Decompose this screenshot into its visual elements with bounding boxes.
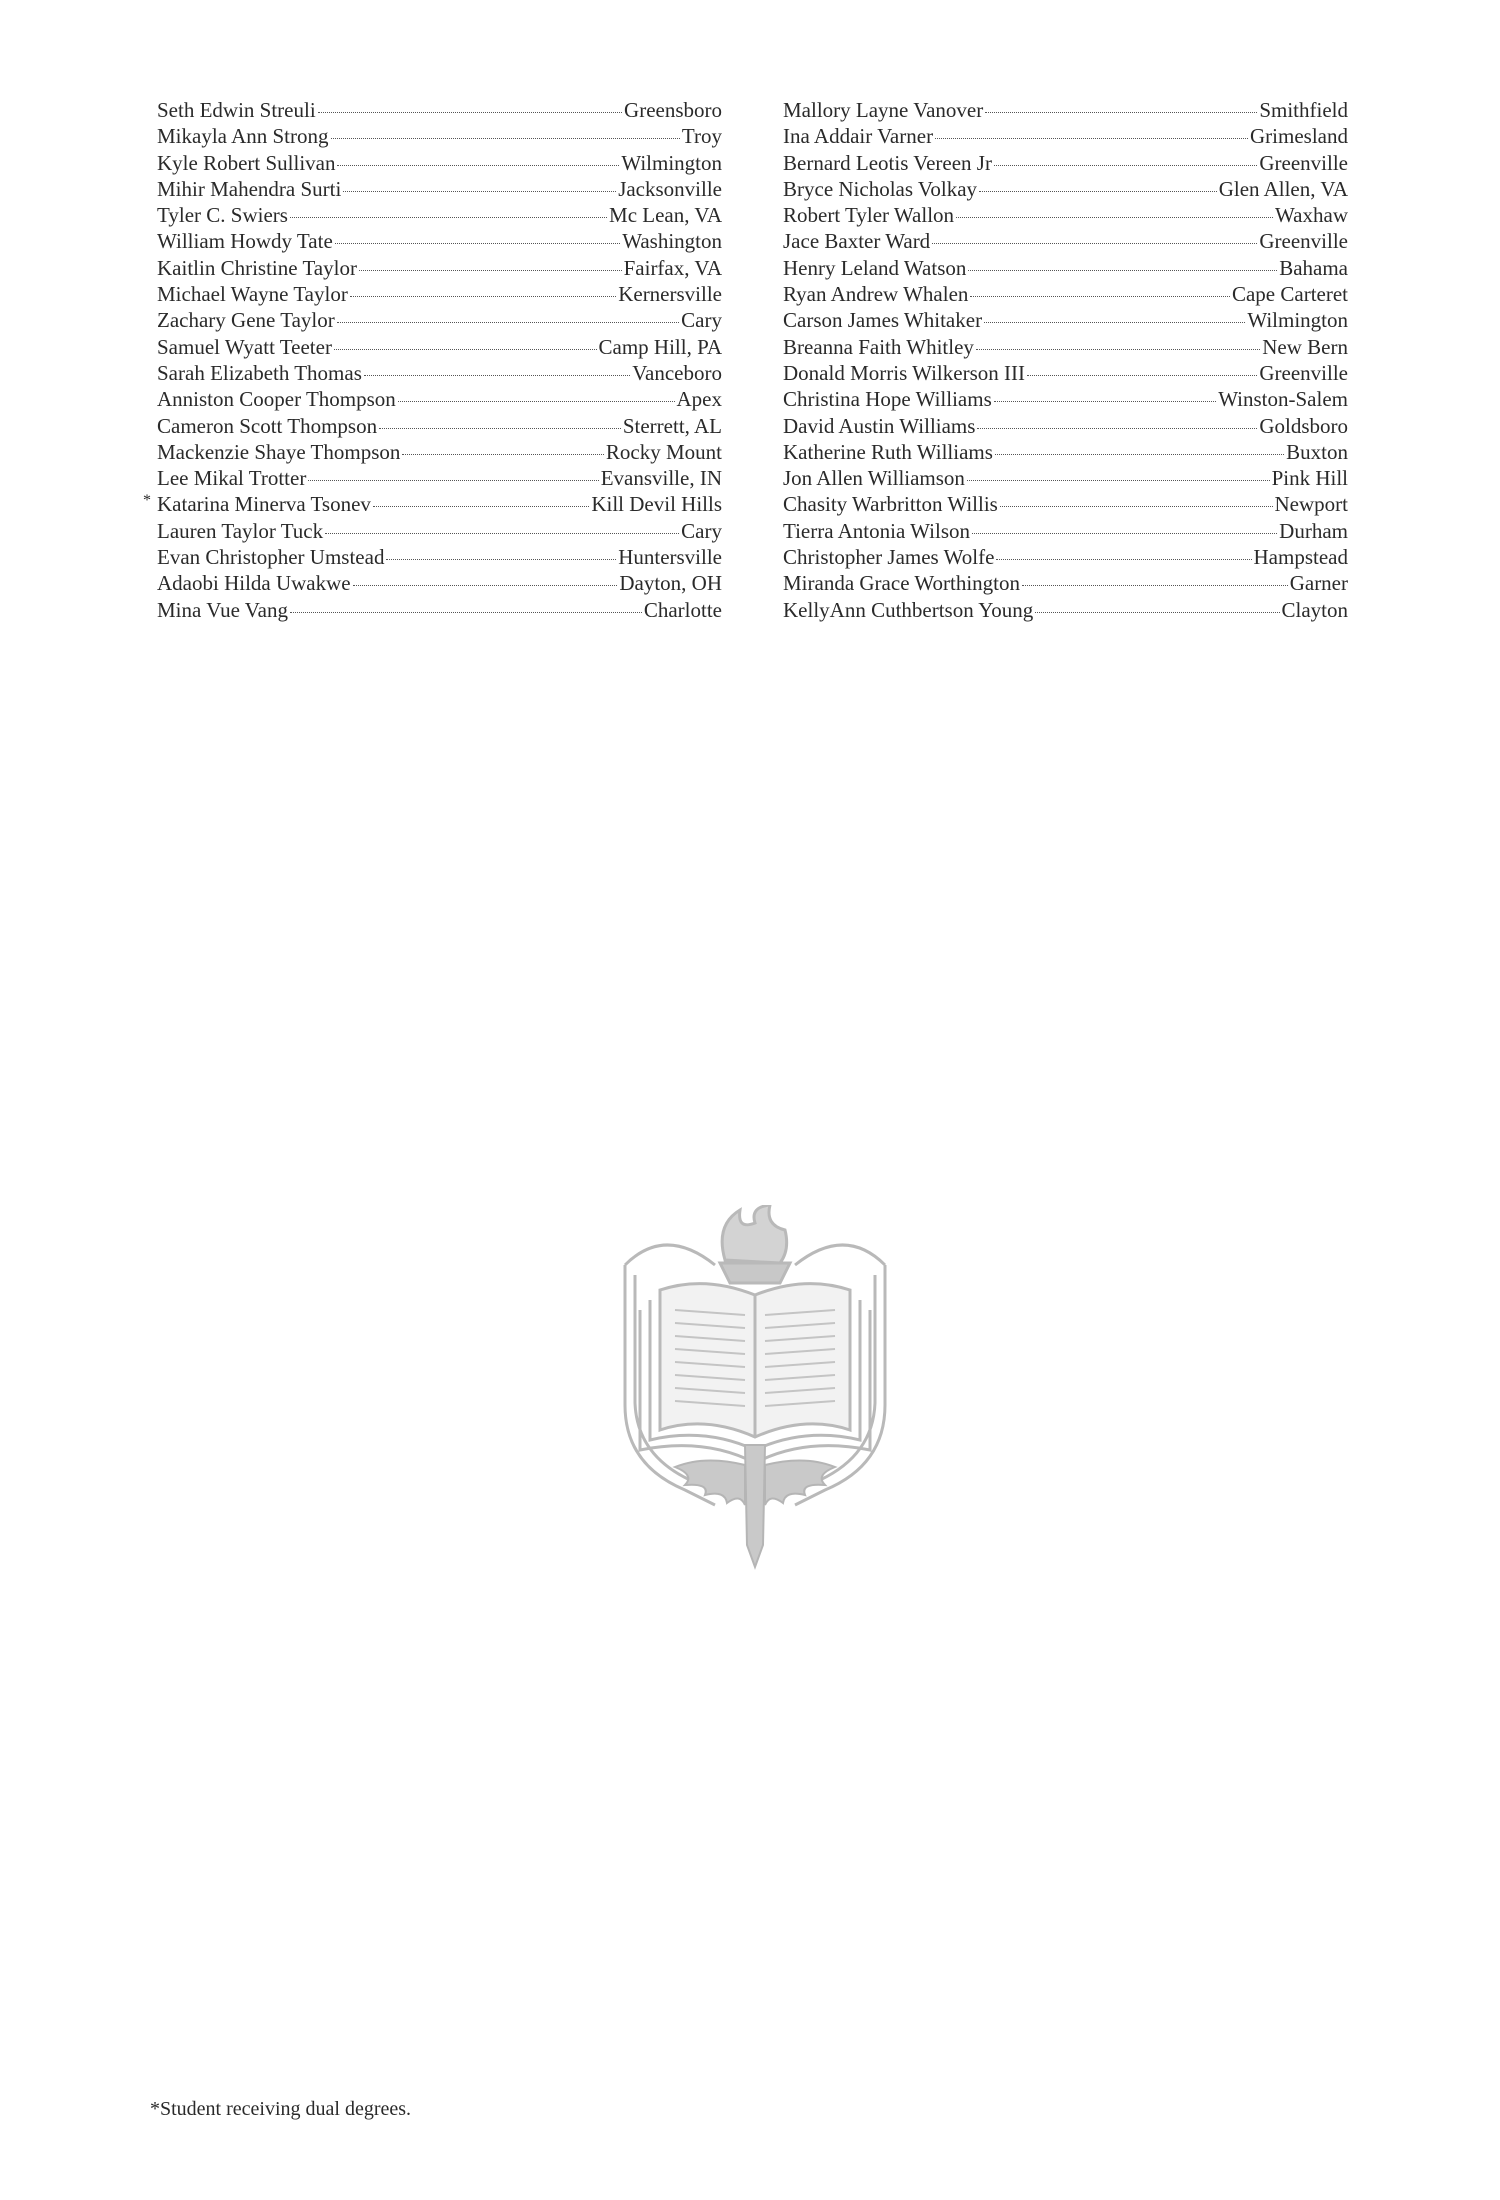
graduate-hometown: Glen Allen, VA bbox=[1218, 176, 1348, 201]
graduate-entry bbox=[783, 570, 1348, 596]
dot-leader bbox=[379, 428, 621, 429]
graduate-entry bbox=[157, 176, 722, 202]
dot-leader bbox=[290, 217, 607, 218]
graduate-entry bbox=[143, 491, 722, 517]
graduate-entry bbox=[157, 544, 722, 570]
graduate-hometown: Garner bbox=[1289, 571, 1348, 596]
graduate-entry bbox=[783, 439, 1348, 465]
graduate-entry bbox=[157, 597, 722, 623]
dot-leader bbox=[970, 296, 1230, 297]
dot-leader bbox=[343, 191, 616, 192]
graduate-name: Katherine Ruth Williams bbox=[783, 439, 993, 464]
graduate-entry bbox=[157, 334, 722, 360]
graduate-entry bbox=[157, 570, 722, 596]
graduate-entry bbox=[157, 518, 722, 544]
graduate-hometown: Kernersville bbox=[618, 282, 722, 307]
dot-leader bbox=[398, 401, 675, 402]
graduate-name: Tyler C. Swiers bbox=[157, 203, 288, 228]
graduate-name: Christina Hope Williams bbox=[783, 387, 992, 412]
graduate-hometown: Durham bbox=[1279, 518, 1348, 543]
graduate-hometown: Sterrett, AL bbox=[622, 413, 722, 438]
dot-leader bbox=[956, 217, 1273, 218]
graduate-name: Lauren Taylor Tuck bbox=[157, 518, 324, 543]
graduate-name: Sarah Elizabeth Thomas bbox=[157, 360, 362, 385]
dot-leader bbox=[386, 559, 616, 560]
graduate-name: KellyAnn Cuthbertson Young bbox=[783, 597, 1034, 622]
dot-leader bbox=[994, 165, 1257, 166]
graduate-entry bbox=[783, 597, 1348, 623]
graduate-hometown: Jacksonville bbox=[618, 176, 722, 201]
graduate-name: Miranda Grace Worthington bbox=[783, 571, 1021, 596]
graduate-name: Michael Wayne Taylor bbox=[157, 282, 348, 307]
graduate-name: Samuel Wyatt Teeter bbox=[157, 334, 332, 359]
dot-leader bbox=[350, 296, 616, 297]
dot-leader bbox=[335, 243, 620, 244]
graduate-hometown: Winston-Salem bbox=[1218, 387, 1348, 412]
dot-leader bbox=[979, 191, 1217, 192]
graduate-entry bbox=[783, 386, 1348, 412]
graduate-hometown: Waxhaw bbox=[1275, 203, 1348, 228]
graduate-hometown: Bahama bbox=[1279, 255, 1348, 280]
graduate-hometown: Camp Hill, PA bbox=[598, 334, 722, 359]
dot-leader bbox=[402, 454, 604, 455]
graduate-hometown: Greenville bbox=[1259, 229, 1348, 254]
graduate-name: Kyle Robert Sullivan bbox=[157, 150, 336, 175]
graduate-name: Henry Leland Watson bbox=[783, 255, 967, 280]
graduate-hometown: Grimesland bbox=[1250, 124, 1348, 149]
graduate-name: Ina Addair Varner bbox=[783, 124, 934, 149]
graduate-hometown: Cary bbox=[681, 308, 722, 333]
footnote-dual-degrees: *Student receiving dual degrees. bbox=[150, 2098, 412, 2120]
graduate-hometown: Mc Lean, VA bbox=[609, 203, 722, 228]
graduate-name: Bernard Leotis Vereen Jr bbox=[783, 150, 992, 175]
dot-leader bbox=[373, 506, 589, 507]
graduate-entry bbox=[157, 360, 722, 386]
graduate-hometown: Buxton bbox=[1286, 439, 1348, 464]
graduate-name: Breanna Faith Whitley bbox=[783, 334, 974, 359]
dot-leader bbox=[1022, 585, 1288, 586]
graduate-entry bbox=[783, 123, 1348, 149]
dot-leader bbox=[337, 322, 679, 323]
graduate-entry bbox=[157, 202, 722, 228]
dot-leader bbox=[308, 480, 598, 481]
graduate-name: Seth Edwin Streuli bbox=[157, 98, 316, 122]
dot-leader bbox=[932, 243, 1257, 244]
graduate-hometown: Greenville bbox=[1259, 360, 1348, 385]
graduate-entry bbox=[783, 334, 1348, 360]
graduate-entry bbox=[783, 255, 1348, 281]
graduate-name: Mikayla Ann Strong bbox=[157, 124, 329, 149]
dot-leader bbox=[985, 112, 1257, 113]
graduate-name: Mallory Layne Vanover bbox=[783, 98, 984, 122]
graduate-hometown: Huntersville bbox=[618, 545, 722, 570]
graduate-hometown: Goldsboro bbox=[1259, 413, 1348, 438]
dot-leader bbox=[977, 428, 1257, 429]
graduate-hometown: Hampstead bbox=[1253, 545, 1348, 570]
dot-leader bbox=[984, 322, 1245, 323]
graduate-name: Adaobi Hilda Uwakwe bbox=[157, 571, 351, 596]
dot-leader bbox=[1035, 612, 1279, 613]
graduate-name: Lee Mikal Trotter bbox=[157, 466, 307, 491]
graduate-name: Mina Vue Vang bbox=[157, 597, 288, 622]
graduate-name: Carson James Whitaker bbox=[783, 308, 983, 333]
graduate-entry bbox=[783, 176, 1348, 202]
graduate-entry bbox=[157, 413, 722, 439]
graduate-entry bbox=[783, 307, 1348, 333]
graduate-name: Ryan Andrew Whalen bbox=[783, 282, 969, 307]
dot-leader bbox=[976, 349, 1260, 350]
graduate-name: Katarina Minerva Tsonev bbox=[157, 492, 371, 517]
graduate-hometown: Cary bbox=[681, 518, 722, 543]
graduate-list-right-column bbox=[783, 97, 1348, 623]
dot-leader bbox=[972, 533, 1277, 534]
dot-leader bbox=[994, 401, 1216, 402]
dot-leader bbox=[935, 138, 1248, 139]
graduate-entry bbox=[783, 518, 1348, 544]
graduate-hometown: Newport bbox=[1274, 492, 1348, 517]
dot-leader bbox=[968, 270, 1277, 271]
graduate-hometown: Pink Hill bbox=[1271, 466, 1348, 491]
graduate-hometown: Washington bbox=[622, 229, 722, 254]
graduate-name: Robert Tyler Wallon bbox=[783, 203, 955, 228]
graduate-hometown: Clayton bbox=[1281, 597, 1348, 622]
graduate-hometown: Apex bbox=[676, 387, 722, 412]
graduate-name: Jace Baxter Ward bbox=[783, 229, 931, 254]
graduate-hometown: Dayton, OH bbox=[619, 571, 722, 596]
graduate-entry bbox=[783, 491, 1348, 517]
graduate-entry bbox=[783, 202, 1348, 228]
graduate-list-left-column bbox=[143, 97, 722, 623]
graduate-hometown: Troy bbox=[681, 124, 722, 149]
graduate-name: Donald Morris Wilkerson III bbox=[783, 360, 1025, 385]
graduate-name: Tierra Antonia Wilson bbox=[783, 518, 970, 543]
graduate-hometown: Charlotte bbox=[643, 597, 722, 622]
dot-leader bbox=[325, 533, 679, 534]
graduate-entry bbox=[157, 281, 722, 307]
dot-leader bbox=[359, 270, 622, 271]
dot-leader bbox=[353, 585, 618, 586]
graduate-entry bbox=[157, 307, 722, 333]
graduate-hometown: Vanceboro bbox=[632, 360, 722, 385]
graduate-name: Mihir Mahendra Surti bbox=[157, 176, 342, 201]
graduate-entry bbox=[783, 228, 1348, 254]
graduate-entry bbox=[157, 465, 722, 491]
graduate-hometown: Fairfax, VA bbox=[623, 255, 722, 280]
graduate-name: Bryce Nicholas Volkay bbox=[783, 176, 978, 201]
graduate-entry bbox=[157, 255, 722, 281]
graduate-hometown: Greenville bbox=[1259, 150, 1348, 175]
graduate-name: Cameron Scott Thompson bbox=[157, 413, 378, 438]
dot-leader bbox=[337, 165, 619, 166]
dual-degree-marker: * bbox=[143, 492, 151, 510]
dot-leader bbox=[1027, 375, 1257, 376]
graduate-name: Chasity Warbritton Willis bbox=[783, 492, 998, 517]
graduate-entry bbox=[157, 439, 722, 465]
graduate-entry bbox=[783, 97, 1348, 123]
graduate-name: Jon Allen Williamson bbox=[783, 466, 965, 491]
graduate-name: Anniston Cooper Thompson bbox=[157, 387, 396, 412]
graduate-name: Zachary Gene Taylor bbox=[157, 308, 335, 333]
graduate-name: Christopher James Wolfe bbox=[783, 545, 995, 570]
graduate-name: David Austin Williams bbox=[783, 413, 976, 438]
dot-leader bbox=[996, 559, 1251, 560]
dot-leader bbox=[364, 375, 630, 376]
graduate-entry bbox=[783, 465, 1348, 491]
graduate-hometown: Rocky Mount bbox=[605, 439, 722, 464]
graduate-name: Kaitlin Christine Taylor bbox=[157, 255, 357, 280]
graduate-hometown: Evansville, IN bbox=[600, 466, 722, 491]
graduate-name: William Howdy Tate bbox=[157, 229, 333, 254]
graduate-entry bbox=[157, 150, 722, 176]
graduate-entry bbox=[157, 123, 722, 149]
graduate-hometown: Kill Devil Hills bbox=[591, 492, 722, 517]
dot-leader bbox=[290, 612, 642, 613]
dot-leader bbox=[331, 138, 680, 139]
torch-book-wings-emblem-icon bbox=[605, 1205, 905, 1575]
dot-leader bbox=[995, 454, 1284, 455]
graduate-entry bbox=[157, 97, 722, 123]
dot-leader bbox=[318, 112, 622, 113]
dot-leader bbox=[334, 349, 597, 350]
graduate-entry bbox=[783, 544, 1348, 570]
graduate-name: Evan Christopher Umstead bbox=[157, 545, 385, 570]
graduate-entry bbox=[783, 150, 1348, 176]
graduate-entry bbox=[783, 413, 1348, 439]
graduate-name: Mackenzie Shaye Thompson bbox=[157, 439, 401, 464]
graduate-entry bbox=[783, 360, 1348, 386]
dot-leader bbox=[967, 480, 1270, 481]
dot-leader bbox=[1000, 506, 1273, 507]
graduate-hometown: Wilmington bbox=[621, 150, 722, 175]
graduate-entry bbox=[157, 228, 722, 254]
graduate-hometown: Cape Carteret bbox=[1231, 282, 1348, 307]
graduate-hometown: Greensboro bbox=[624, 98, 722, 122]
graduate-entry bbox=[157, 386, 722, 412]
graduate-hometown: Wilmington bbox=[1247, 308, 1348, 333]
graduate-entry bbox=[783, 281, 1348, 307]
graduate-hometown: New Bern bbox=[1262, 334, 1348, 359]
graduate-hometown: Smithfield bbox=[1259, 98, 1348, 122]
